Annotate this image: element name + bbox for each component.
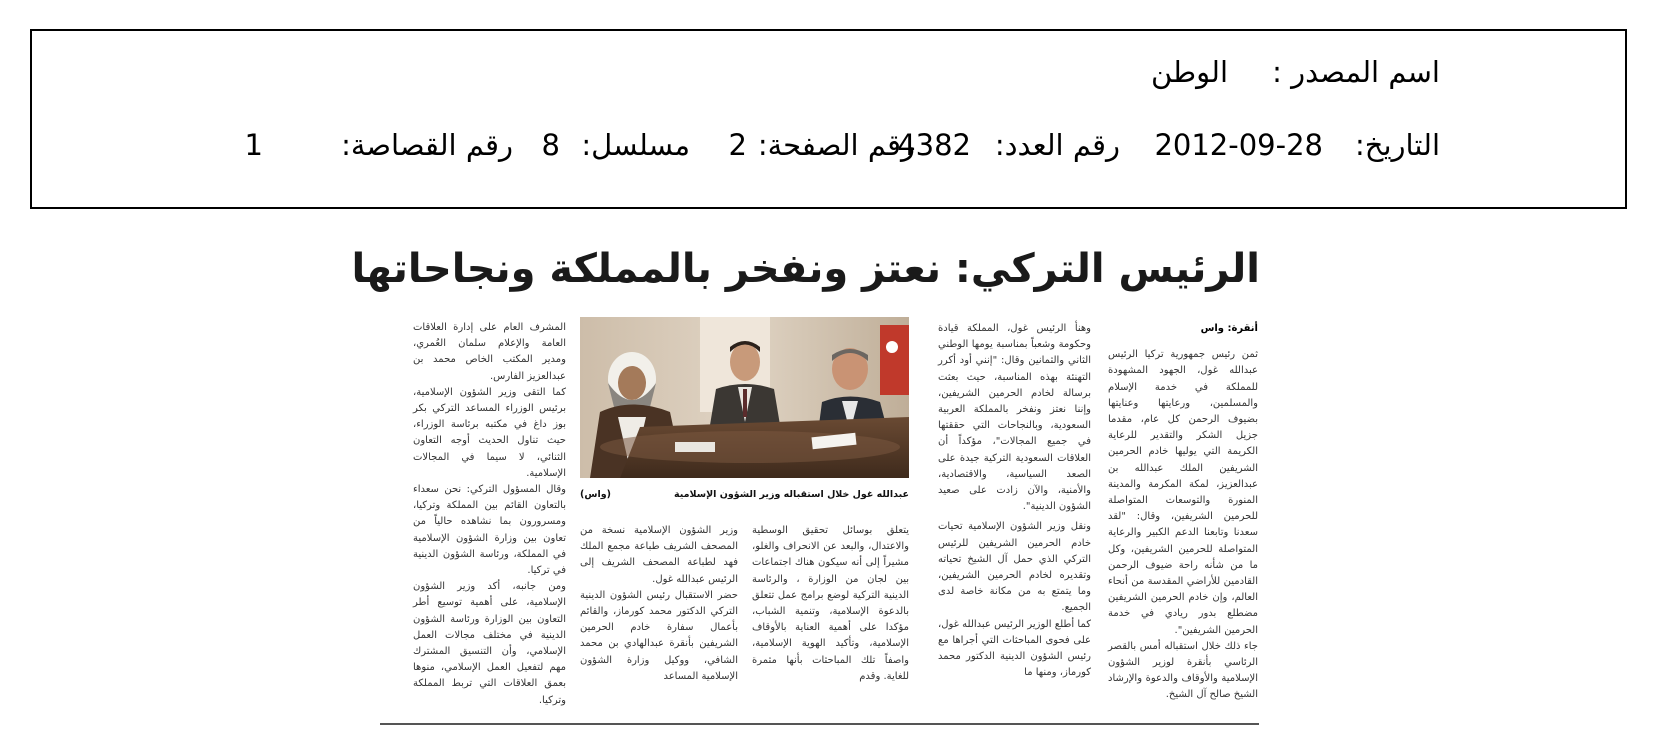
serial-label: مسلسل:: [581, 128, 690, 162]
dateline: أنقرة: واس: [1200, 323, 1258, 334]
article-column-2: [938, 321, 1091, 681]
paragraph: حضر الاستقبال رئيس الشؤون الدينية التركي الدكتور محمد كورماز، والقائم بأعمال سفارة خادم الحرمين الشريفين بأنقرة عبدالهادي بن محمد الشافي، ووكيل وزارة الشؤون الإسلامية المساعد: [580, 589, 738, 682]
paragraph: ونقل وزير الشؤون الإسلامية تحيات خادم الحرمين الشريفين للرئيس التركي الذي حمل آل الشيخ تحياته وتقديره لخادم الحرمين الشريفين، وما يتمتع به من مكانة خاصة لدى الجميع.: [938, 521, 1091, 614]
page-value: 2: [728, 128, 747, 162]
clip-label: رقم القصاصة:: [341, 128, 513, 162]
photo-credit: (واس): [580, 489, 611, 500]
article-column-3: [752, 523, 909, 685]
article-column-1: [1108, 321, 1258, 704]
article-headline: الرئيس التركي: نعتز ونفخر بالمملكة ونجاحاتها: [351, 246, 1260, 292]
paragraph: ثمن رئيس جمهورية تركيا الرئيس عبدالله غول، الجهود المشهودة للمملكة في خدمة الإسلام والمسلمين، ورعايتها وعنايتها بضيوف الرحمن كل عام، مقدما جزيل الشكر والتقدير للرعاية الكريمة التي يوليها خادم الحرمين الشريفين الملك عبدالله بن عبدالعزيز، لمكة المكرمة والمدينة المنورة والتوسعات المتواصلة للحرمين الشريفين، وقال: "لقد سعدنا وتابعنا الدعم الكبير والرعاية المتواصلة للحرمين الشريفين، وكل ما من شأنه راحة ضيوف الرحمن القادمين للأراضي المقدسة من أنحاء العالم، وإن خادم الحرمين الشريفين مضطلع بدور ريادي في خدمة الحرمين الشريفين".: [1108, 349, 1258, 636]
paragraph: يتعلق بوسائل تحقيق الوسطية والاعتدال، والبعد عن الانحراف والغلو، مشيراً إلى أنه سيكون هناك اجتماعات بين لجان من الوزارة ، والرئاسة الدينية التركية لوضع برامج عمل تتعلق بالدعوة الإسلامية، وتنمية الشباب، مؤكدا على أهمية العناية بالأوقاف الإسلامية، وتأكيد الهوية الإسلامية، واصفاً تلك المباحثات بأنها مثمرة للغاية. وقدم: [752, 525, 909, 682]
issue-label: رقم العدد:: [994, 128, 1120, 162]
paragraph: وقال المسؤول التركي: نحن سعداء بالتعاون القائم بين المملكة وتركيا، ومسرورون بما نشاهده حالياً من تعاون بين وزارة الشؤون الإسلامية في المملكة، ورئاسة الشؤون الدينية في تركيا.: [413, 484, 566, 577]
article-column-4: [580, 523, 738, 685]
date-value: 2012-09-28: [1154, 128, 1323, 162]
page-label: رقم الصفحة:: [757, 128, 915, 162]
bottom-divider: [380, 723, 1259, 725]
paragraph: ومن جانبه، أكد وزير الشؤون الإسلامية، على أهمية توسيع أطر التعاون بين الوزارة ورئاسة الشؤون الدينية في مختلف مجالات العمل الإسلامي، وأن التنسيق المشترك مهم لتفعيل العمل الإسلامي، منوها بعمق العلاقات التي تربط المملكة وتركيا.: [413, 581, 566, 706]
article-photo: [580, 317, 909, 478]
paragraph: وزير الشؤون الإسلامية نسخة من المصحف الشريف طباعة مجمع الملك فهد لطباعة المصحف الشريف إلى الرئيس عبدالله غول.: [580, 525, 738, 585]
date-label: التاريخ:: [1354, 128, 1440, 162]
caption-text: عبدالله غول خلال استقباله وزير الشؤون الإسلامية: [674, 489, 909, 500]
source-label: اسم المصدر :: [1272, 55, 1440, 89]
paragraph: كما التقى وزير الشؤون الإسلامية، برئيس الوزراء المساعد التركي بكر بوز داغ في مكتبه برئاسة الوزراء، حيث تناول الحديث أوجه التعاون الثنائي، لا سيما في المجالات الإسلامية.: [413, 386, 566, 479]
source-value: الوطن: [1150, 55, 1228, 89]
clip-value: 1: [244, 128, 263, 162]
serial-value: 8: [541, 128, 560, 162]
issue-value: 4382: [897, 128, 971, 162]
paragraph: جاء ذلك خلال استقباله أمس بالقصر الرئاسي بأنقرة لوزير الشؤون الإسلامية والأوقاف والدعوة والإرشاد الشيخ صالح آل الشيخ.: [1108, 640, 1258, 701]
paragraph: كما أطلع الوزير الرئيس عبدالله غول، على فحوى المباحثات التي أجراها مع رئيس الشؤون الدينية الدكتور محمد كورماز، ومنها ما: [938, 618, 1091, 679]
paragraph: وهنأ الرئيس غول، المملكة قيادة وحكومة وشعباً بمناسبة يومها الوطني الثاني والثمانين وقال: "إنني أود أكرر التهنئة بهذه المناسبة، حيث بعثت برسالة لخادم الحرمين الشريفين، وإننا نعتز ونفخر بالمملكة العربية السعودية، وبالنجاحات التي حققتها في جميع المجالات"، مؤكداً أن العلاقات السعودية التركية جيدة على الصعد السياسية، والاقتصادية، والأمنية، والآن زادت على صعيد الشؤون الدينية".: [938, 323, 1091, 513]
paragraph: المشرف العام على إدارة العلاقات العامة والإعلام سلمان العُمري، ومدير المكتب الخاص محمد بن عبدالعزيز الفارس.: [413, 322, 566, 382]
article-column-5: [413, 320, 566, 709]
